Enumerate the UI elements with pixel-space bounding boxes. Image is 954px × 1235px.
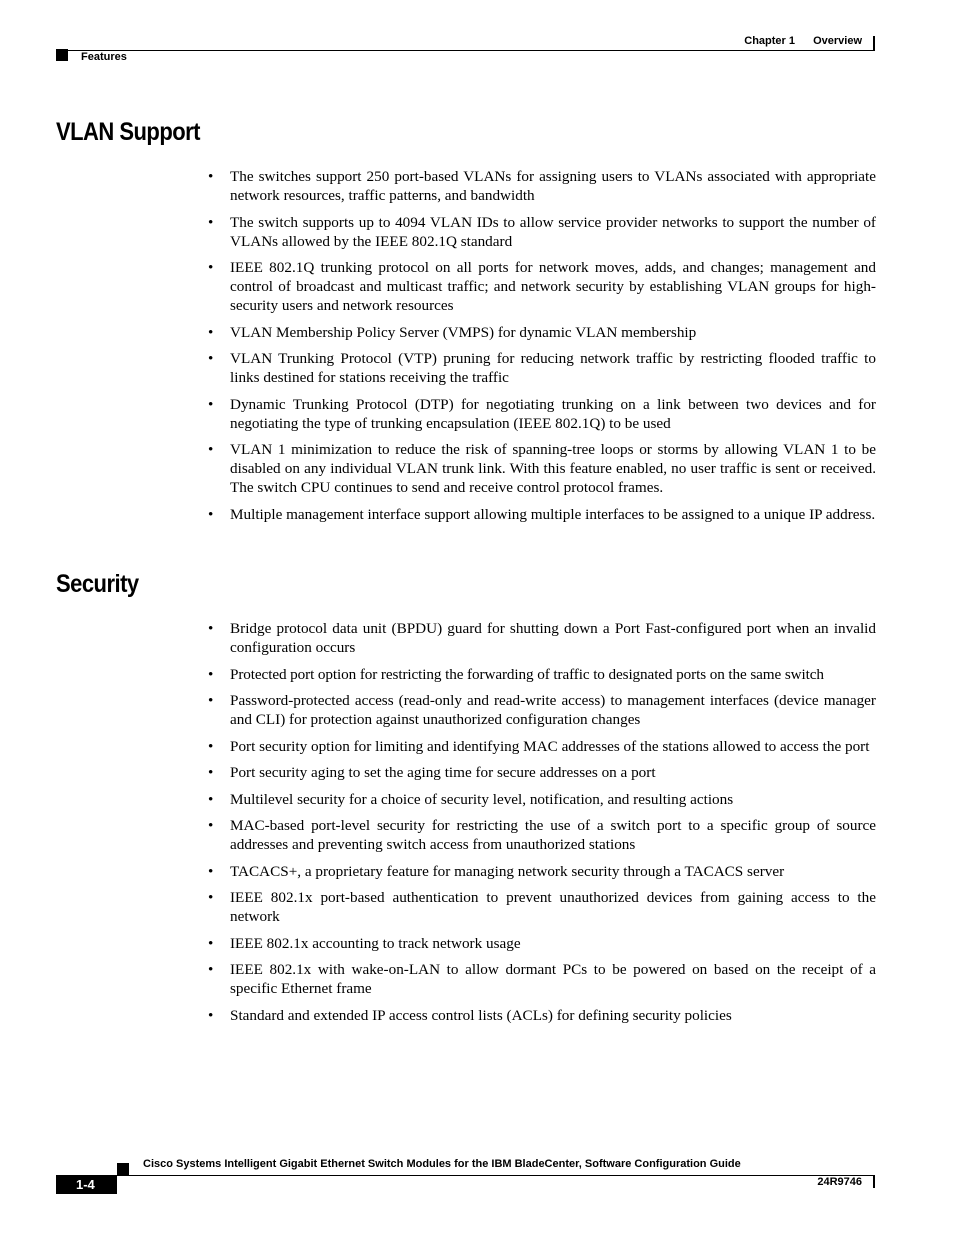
header-rule (56, 50, 875, 51)
page-number: 1-4 (56, 1175, 117, 1194)
list-item: • Standard and extended IP access control lists (ACLs) for defining security policies (208, 1006, 876, 1025)
list-item: • VLAN Trunking Protocol (VTP) pruning for reducing network traffic by restricting flooded traffic to links destined for stations receiving the traffic (208, 349, 876, 387)
list-item: • IEEE 802.1x accounting to track network usage (208, 934, 876, 953)
list-item: • The switch supports up to 4094 VLAN IDs to allow service provider networks to support the number of VLANs allowed by the IEEE 802.1Q standard (208, 213, 876, 251)
section-title-vlan-support: VLAN Support (56, 118, 200, 146)
header-tick (873, 36, 875, 51)
vlan-support-list (208, 167, 876, 531)
list-item: • TACACS+, a proprietary feature for managing network security through a TACACS server (208, 862, 876, 881)
footer-doc-code: 24R9746 (817, 1176, 862, 1188)
footer-marker (117, 1163, 129, 1175)
header-section: Features (81, 51, 127, 63)
list-item: • IEEE 802.1x with wake-on-LAN to allow dormant PCs to be powered on based on the receipt of a specific Ethernet frame (208, 960, 876, 998)
list-item: • VLAN 1 minimization to reduce the risk of spanning-tree loops or storms by allowing VLAN 1 to be disabled on any individual VLAN trunk link. With this feature enabled, no user traffic is sent or received. The switch CPU continues to send and receive control protocol frames. (208, 440, 876, 497)
section-title-security: Security (56, 570, 139, 598)
footer-tick (873, 1175, 875, 1188)
list-item: • VLAN Membership Policy Server (VMPS) for dynamic VLAN membership (208, 323, 876, 342)
list-item: • Dynamic Trunking Protocol (DTP) for negotiating trunking on a link between two devices and for negotiating the type of trunking encapsulation (IEEE 802.1Q) to be used (208, 395, 876, 433)
list-item: • IEEE 802.1Q trunking protocol on all ports for network moves, adds, and changes; management and control of broadcast and multicast traffic; and network security by establishing VLAN groups for high-security users and network resources (208, 258, 876, 315)
list-item: • Protected port option for restricting the forwarding of traffic to designated ports on the same switch (208, 665, 876, 684)
list-item: • Bridge protocol data unit (BPDU) guard for shutting down a Port Fast-configured port when an invalid configuration occurs (208, 619, 876, 657)
header-chapter: Chapter 1 (744, 35, 795, 47)
list-item: • Password-protected access (read-only and read-write access) to management interfaces (device manager and CLI) for protection against unauthorized configuration changes (208, 691, 876, 729)
list-item: • MAC-based port-level security for restricting the use of a switch port to a specific group of source addresses and preventing switch access from unauthorized stations (208, 816, 876, 854)
footer-rule (117, 1175, 875, 1176)
list-item: • The switches support 250 port-based VLANs for assigning users to VLANs associated with appropriate network resources, traffic patterns, and bandwidth (208, 167, 876, 205)
list-item: • Port security option for limiting and identifying MAC addresses of the stations allowed to access the port (208, 737, 876, 756)
header-marker (56, 49, 68, 61)
list-item: • Port security aging to set the aging time for secure addresses on a port (208, 763, 876, 782)
list-item: • IEEE 802.1x port-based authentication to prevent unauthorized devices from gaining access to the network (208, 888, 876, 926)
security-list (208, 619, 876, 1032)
list-item: • Multiple management interface support allowing multiple interfaces to be assigned to a unique IP address. (208, 505, 876, 524)
list-item: • Multilevel security for a choice of security level, notification, and resulting actions (208, 790, 876, 809)
header-chapter-title: Overview (813, 35, 862, 47)
footer-title: Cisco Systems Intelligent Gigabit Ethernet Switch Modules for the IBM BladeCenter, Software Configuration Guide (143, 1158, 741, 1170)
